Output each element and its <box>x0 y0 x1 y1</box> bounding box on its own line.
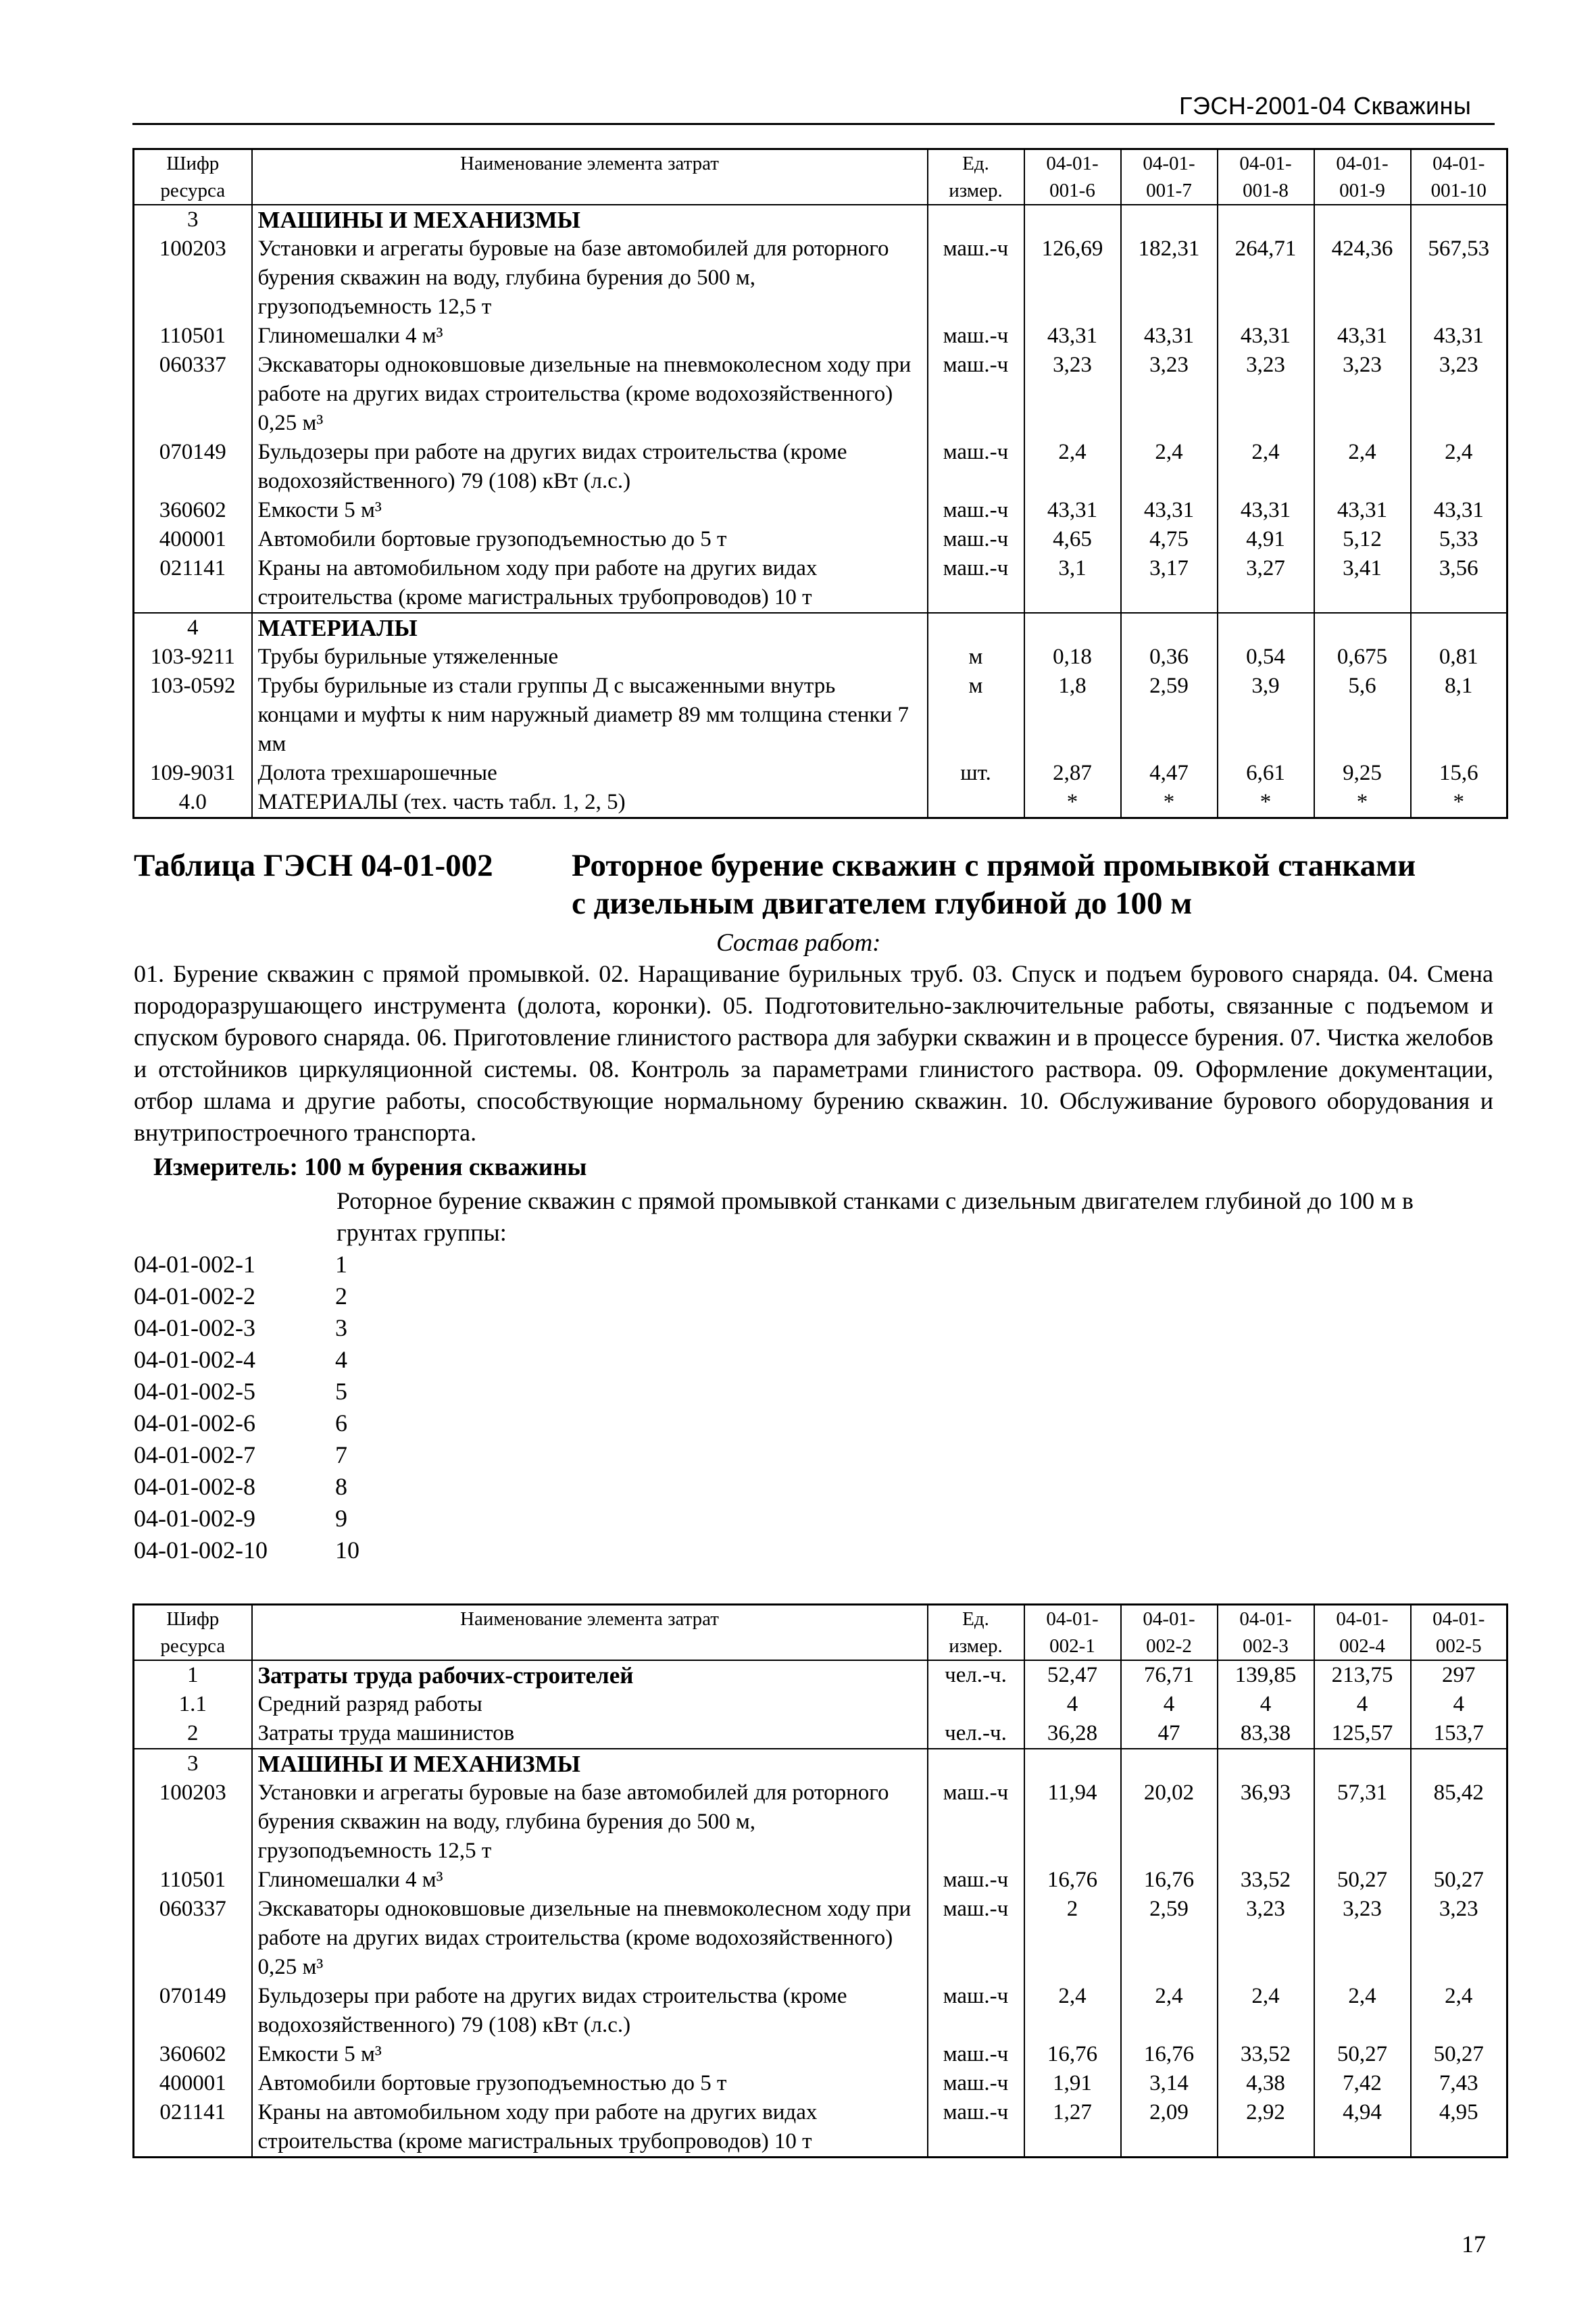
resource-value: 139,85 <box>1218 1660 1314 1690</box>
norm-code: 04-01-002-7 <box>134 1441 255 1468</box>
norm-code: 04-01-002-10 <box>134 1537 268 1564</box>
resource-value: 52,47 <box>1024 1660 1121 1690</box>
resource-value: 213,75 <box>1314 1660 1411 1690</box>
resource-value: 2,4 <box>1024 438 1121 496</box>
resource-value: 4 <box>1121 1690 1218 1719</box>
table-row <box>134 554 1507 613</box>
resource-code: 2 <box>134 1719 252 1749</box>
norm-code-item <box>134 1408 359 1439</box>
resource-unit <box>928 1749 1024 1778</box>
resource-code: 1 <box>134 1660 252 1690</box>
header-unit: Ед. измер. <box>928 1605 1024 1661</box>
table-row <box>134 1866 1507 1895</box>
resource-value: 36,28 <box>1024 1719 1121 1749</box>
header-norm-code: 04-01-001-7 <box>1121 149 1218 205</box>
header-name: Наименование элемента затрат <box>252 149 928 205</box>
resource-value: 125,57 <box>1314 1719 1411 1749</box>
table-row <box>134 1749 1507 1778</box>
table-row <box>134 759 1507 788</box>
norm-intro: Роторное бурение скважин с прямой промывкой станками с дизельным двигателем глубиной до 100 м в грунтах группы: <box>336 1187 1414 1246</box>
resource-unit: маш.-ч <box>928 438 1024 496</box>
resource-name: Средний разряд работы <box>252 1690 928 1719</box>
norm-code-list <box>134 1249 359 1566</box>
norm-code-item <box>134 1471 359 1503</box>
resource-value: 2,4 <box>1024 1982 1121 2040</box>
resource-unit: маш.-ч <box>928 496 1024 525</box>
resource-unit: маш.-ч <box>928 554 1024 613</box>
resource-value: 83,38 <box>1218 1719 1314 1749</box>
resource-value: 43,31 <box>1024 322 1121 351</box>
resource-value <box>1218 205 1314 234</box>
table-header-row <box>134 149 1507 205</box>
resource-value: 0,54 <box>1218 643 1314 672</box>
header-norm-code: 04-01-002-3 <box>1218 1605 1314 1661</box>
resource-value: 2,4 <box>1411 438 1507 496</box>
resource-value: 1,91 <box>1024 2069 1121 2098</box>
soil-group: 3 <box>335 1314 347 1341</box>
resource-value: 43,31 <box>1218 496 1314 525</box>
resource-value: 43,31 <box>1121 322 1218 351</box>
table-row <box>134 496 1507 525</box>
resource-value: 567,53 <box>1411 234 1507 322</box>
resource-code: 400001 <box>134 525 252 554</box>
resource-value <box>1218 1749 1314 1778</box>
meter-unit: Измеритель: 100 м бурения скважины <box>153 1153 587 1181</box>
resource-code: 103-9211 <box>134 643 252 672</box>
resource-code: 110501 <box>134 1866 252 1895</box>
resource-code: 060337 <box>134 351 252 438</box>
resource-value: 0,18 <box>1024 643 1121 672</box>
resource-value <box>1314 205 1411 234</box>
resource-value: 2 <box>1024 1895 1121 1982</box>
soil-group: 6 <box>335 1410 347 1437</box>
norm-code: 04-01-002-1 <box>134 1251 255 1278</box>
resource-value: 43,31 <box>1218 322 1314 351</box>
resource-code: 3 <box>134 1749 252 1778</box>
resource-name: Глиномешалки 4 м³ <box>252 322 928 351</box>
soil-group: 4 <box>335 1346 347 1373</box>
resource-value: 2,4 <box>1218 438 1314 496</box>
table-label: Таблица ГЭСН 04-01-002 <box>134 848 493 883</box>
table-row <box>134 1982 1507 2040</box>
resource-name: Трубы бурильные утяжеленные <box>252 643 928 672</box>
resource-value: 3,23 <box>1411 351 1507 438</box>
resource-name: Долота трехшарошечные <box>252 759 928 788</box>
norm-code-item <box>134 1376 359 1408</box>
resource-unit: маш.-ч <box>928 525 1024 554</box>
resource-unit: маш.-ч <box>928 1778 1024 1866</box>
header-norm-code: 04-01-001-10 <box>1411 149 1507 205</box>
table-header-row <box>134 1605 1507 1661</box>
resource-value: 0,36 <box>1121 643 1218 672</box>
table-title-line-1: Роторное бурение скважин с прямой промывкой станками <box>572 848 1416 883</box>
resource-value: 16,76 <box>1121 2040 1218 2069</box>
norm-code-item <box>134 1503 359 1535</box>
resource-code: 360602 <box>134 2040 252 2069</box>
resource-value <box>1218 613 1314 643</box>
soil-group: 1 <box>335 1251 347 1278</box>
resource-value: 43,31 <box>1024 496 1121 525</box>
resource-code: 100203 <box>134 234 252 322</box>
table-row <box>134 525 1507 554</box>
resource-name: Бульдозеры при работе на других видах строительства (кроме водохозяйственного) 79 (108) кВт (л.с.) <box>252 1982 928 2040</box>
resource-name: Установки и агрегаты буровые на базе автомобилей для роторного бурения скважин на воду, глубина бурения до 500 м, грузоподъемность 12,5 т <box>252 234 928 322</box>
table-row <box>134 322 1507 351</box>
resource-value: 43,31 <box>1314 496 1411 525</box>
resource-value: 50,27 <box>1411 2040 1507 2069</box>
resource-unit: м <box>928 672 1024 759</box>
header-norm-code: 04-01-002-4 <box>1314 1605 1411 1661</box>
norm-code: 04-01-002-4 <box>134 1346 255 1373</box>
resource-unit: маш.-ч <box>928 2098 1024 2158</box>
norm-code-item <box>134 1312 359 1344</box>
resource-value: 2,4 <box>1218 1982 1314 2040</box>
resource-value: 424,36 <box>1314 234 1411 322</box>
resource-unit: маш.-ч <box>928 2040 1024 2069</box>
resource-unit: шт. <box>928 759 1024 788</box>
resource-value: 126,69 <box>1024 234 1121 322</box>
soil-group: 8 <box>335 1473 347 1500</box>
resource-unit <box>928 205 1024 234</box>
resource-value: 2,4 <box>1314 438 1411 496</box>
resource-value: 15,6 <box>1411 759 1507 788</box>
resource-code: 103-0592 <box>134 672 252 759</box>
resource-value: 4 <box>1024 1690 1121 1719</box>
resource-value: 76,71 <box>1121 1660 1218 1690</box>
resource-value: 2,4 <box>1314 1982 1411 2040</box>
resource-value: 4,75 <box>1121 525 1218 554</box>
resource-value <box>1314 1749 1411 1778</box>
resource-name: МАТЕРИАЛЫ <box>252 613 928 643</box>
resource-value: 43,31 <box>1314 322 1411 351</box>
resource-code: 4 <box>134 613 252 643</box>
table-row <box>134 613 1507 643</box>
resource-name: Краны на автомобильном ходу при работе на других видах строительства (кроме магистральных трубопроводов) 10 т <box>252 2098 928 2158</box>
resource-value: 50,27 <box>1411 1866 1507 1895</box>
resource-name: Затраты труда машинистов <box>252 1719 928 1749</box>
norm-code: 04-01-002-6 <box>134 1410 255 1437</box>
resource-value <box>1024 613 1121 643</box>
resource-value: 2,59 <box>1121 1895 1218 1982</box>
resource-value <box>1024 1749 1121 1778</box>
resource-table-2 <box>132 1603 1508 2158</box>
resource-value <box>1121 1749 1218 1778</box>
resource-unit: маш.-ч <box>928 234 1024 322</box>
soil-group: 10 <box>335 1537 359 1564</box>
header-unit: Ед. измер. <box>928 149 1024 205</box>
resource-name: МАШИНЫ И МЕХАНИЗМЫ <box>252 205 928 234</box>
resource-code: 360602 <box>134 496 252 525</box>
resource-value <box>1121 613 1218 643</box>
table-row <box>134 1778 1507 1866</box>
resource-unit: чел.-ч. <box>928 1719 1024 1749</box>
resource-name: Бульдозеры при работе на других видах строительства (кроме водохозяйственного) 79 (108) кВт (л.с.) <box>252 438 928 496</box>
resource-value: 57,31 <box>1314 1778 1411 1866</box>
resource-value: 3,23 <box>1314 1895 1411 1982</box>
header-norm-code: 04-01-001-8 <box>1218 149 1314 205</box>
works-text: 01. Бурение скважин с прямой промывкой. 02. Наращивание бурильных труб. 03. Спуск и подъем бурового снаряда. 04. Смена породоразрушающего инструмента (долота, коронки). 05. Подготовительно-заключительные работы, связанные с подъемом и спуском бурового снаряда. 06. Приготовление глинистого раствора для забурки скважин и в процессе бурения. 07. Чистка желобов и отстойников циркуляционной системы. 08. Контроль за параметрами глинистого раствора. 09. Оформление документации, отбор шлама и другие работы, способствующие нормальному бурению скважин. 10. Обслуживание бурового оборудования и внутрипостроечного транспорта. <box>134 960 1493 1146</box>
resource-value: 50,27 <box>1314 2040 1411 2069</box>
resource-value: 33,52 <box>1218 2040 1314 2069</box>
resource-unit <box>928 613 1024 643</box>
resource-value <box>1411 1749 1507 1778</box>
resource-code: 021141 <box>134 554 252 613</box>
header-code: Шифр ресурса <box>134 1605 252 1661</box>
resource-value: * <box>1121 788 1218 818</box>
soil-group: 5 <box>335 1378 347 1405</box>
resource-value: 3,23 <box>1121 351 1218 438</box>
table-row <box>134 438 1507 496</box>
resource-value: 4,38 <box>1218 2069 1314 2098</box>
resource-value: 3,14 <box>1121 2069 1218 2098</box>
resource-value <box>1121 205 1218 234</box>
resource-value: 36,93 <box>1218 1778 1314 1866</box>
resource-value: 3,56 <box>1411 554 1507 613</box>
resource-name: Автомобили бортовые грузоподъемностью до 5 т <box>252 525 928 554</box>
resource-value: 2,4 <box>1121 1982 1218 2040</box>
resource-code: 3 <box>134 205 252 234</box>
resource-value: 4,65 <box>1024 525 1121 554</box>
resource-value: 16,76 <box>1024 2040 1121 2069</box>
resource-unit: м <box>928 643 1024 672</box>
resource-value: 3,27 <box>1218 554 1314 613</box>
resource-unit: маш.-ч <box>928 351 1024 438</box>
resource-unit: маш.-ч <box>928 2069 1024 2098</box>
resource-table-1 <box>132 148 1508 819</box>
resource-value: 43,31 <box>1121 496 1218 525</box>
resource-value <box>1411 613 1507 643</box>
resource-value: 7,43 <box>1411 2069 1507 2098</box>
resource-value: * <box>1024 788 1121 818</box>
resource-value: 16,76 <box>1024 1866 1121 1895</box>
resource-code: 110501 <box>134 322 252 351</box>
resource-value: 1,8 <box>1024 672 1121 759</box>
resource-unit: маш.-ч <box>928 1895 1024 1982</box>
table-row <box>134 1895 1507 1982</box>
norm-code-item <box>134 1249 359 1280</box>
norm-code: 04-01-002-3 <box>134 1314 255 1341</box>
resource-unit <box>928 1690 1024 1719</box>
resource-value: 3,1 <box>1024 554 1121 613</box>
header-norm-code: 04-01-002-1 <box>1024 1605 1121 1661</box>
resource-value: 3,9 <box>1218 672 1314 759</box>
table-row <box>134 351 1507 438</box>
table-row <box>134 1719 1507 1749</box>
resource-value: 47 <box>1121 1719 1218 1749</box>
resource-value: 2,09 <box>1121 2098 1218 2158</box>
resource-value: 3,23 <box>1024 351 1121 438</box>
resource-value: 5,6 <box>1314 672 1411 759</box>
resource-name: Краны на автомобильном ходу при работе на других видах строительства (кроме магистральных трубопроводов) 10 т <box>252 554 928 613</box>
header-name: Наименование элемента затрат <box>252 1605 928 1661</box>
soil-group: 2 <box>335 1283 347 1310</box>
resource-value: 4 <box>1314 1690 1411 1719</box>
resource-name: Трубы бурильные из стали группы Д с высаженными внутрь концами и муфты к ним наружный диаметр 89 мм толщина стенки 7 мм <box>252 672 928 759</box>
resource-value: 4 <box>1218 1690 1314 1719</box>
resource-value: 297 <box>1411 1660 1507 1690</box>
resource-value <box>1314 613 1411 643</box>
works-heading: Состав работ: <box>716 929 881 957</box>
table-title-line-2: с дизельным двигателем глубиной до 100 м <box>572 886 1193 921</box>
table-row <box>134 234 1507 322</box>
resource-value: 153,7 <box>1411 1719 1507 1749</box>
resource-value: 16,76 <box>1121 1866 1218 1895</box>
resource-value: 4 <box>1411 1690 1507 1719</box>
soil-group: 7 <box>335 1441 347 1468</box>
table-row <box>134 672 1507 759</box>
resource-value: 20,02 <box>1121 1778 1218 1866</box>
resource-value: 3,17 <box>1121 554 1218 613</box>
resource-unit: чел.-ч. <box>928 1660 1024 1690</box>
resource-name: МАШИНЫ И МЕХАНИЗМЫ <box>252 1749 928 1778</box>
norm-code-item <box>134 1535 359 1566</box>
resource-value: 3,23 <box>1314 351 1411 438</box>
resource-value: 3,23 <box>1411 1895 1507 1982</box>
resource-value: 6,61 <box>1218 759 1314 788</box>
page-number: 17 <box>1462 2231 1486 2258</box>
resource-value: * <box>1411 788 1507 818</box>
resource-value: 4,94 <box>1314 2098 1411 2158</box>
resource-value: 3,23 <box>1218 351 1314 438</box>
resource-value: 50,27 <box>1314 1866 1411 1895</box>
resource-value: 2,87 <box>1024 759 1121 788</box>
norm-code: 04-01-002-9 <box>134 1505 255 1532</box>
resource-value: 3,23 <box>1218 1895 1314 1982</box>
table-row <box>134 1690 1507 1719</box>
resource-value: * <box>1314 788 1411 818</box>
table-row <box>134 2040 1507 2069</box>
resource-unit <box>928 788 1024 818</box>
resource-value: * <box>1218 788 1314 818</box>
resource-value: 264,71 <box>1218 234 1314 322</box>
resource-code: 1.1 <box>134 1690 252 1719</box>
resource-value: 2,4 <box>1411 1982 1507 2040</box>
header-norm-code: 04-01-002-5 <box>1411 1605 1507 1661</box>
header-norm-code: 04-01-001-6 <box>1024 149 1121 205</box>
resource-name: МАТЕРИАЛЫ (тех. часть табл. 1, 2, 5) <box>252 788 928 818</box>
resource-unit: маш.-ч <box>928 1982 1024 2040</box>
table-row <box>134 1660 1507 1690</box>
resource-value: 2,4 <box>1121 438 1218 496</box>
resource-value: 5,33 <box>1411 525 1507 554</box>
resource-value: 0,675 <box>1314 643 1411 672</box>
norm-code-item <box>134 1280 359 1312</box>
norm-code: 04-01-002-8 <box>134 1473 255 1500</box>
resource-name: Экскаваторы одноковшовые дизельные на пневмоколесном ходу при работе на других видах строительства (кроме водохозяйственного) 0,25 м³ <box>252 1895 928 1982</box>
resource-code: 400001 <box>134 2069 252 2098</box>
table-row <box>134 205 1507 234</box>
resource-value: 33,52 <box>1218 1866 1314 1895</box>
resource-value: 11,94 <box>1024 1778 1121 1866</box>
resource-code: 109-9031 <box>134 759 252 788</box>
resource-name: Автомобили бортовые грузоподъемностью до 5 т <box>252 2069 928 2098</box>
resource-name: Установки и агрегаты буровые на базе автомобилей для роторного бурения скважин на воду, глубина бурения до 500 м, грузоподъемность 12,5 т <box>252 1778 928 1866</box>
resource-unit: маш.-ч <box>928 322 1024 351</box>
resource-value: 43,31 <box>1411 322 1507 351</box>
resource-value: 8,1 <box>1411 672 1507 759</box>
resource-value: 2,59 <box>1121 672 1218 759</box>
resource-name: Затраты труда рабочих-строителей <box>252 1660 928 1690</box>
resource-value: 4,47 <box>1121 759 1218 788</box>
resource-name: Емкости 5 м³ <box>252 2040 928 2069</box>
resource-value: 1,27 <box>1024 2098 1121 2158</box>
table-row <box>134 2069 1507 2098</box>
table-row <box>134 2098 1507 2158</box>
resource-value: 43,31 <box>1411 496 1507 525</box>
resource-value: 9,25 <box>1314 759 1411 788</box>
norm-code: 04-01-002-5 <box>134 1378 255 1405</box>
resource-value: 2,92 <box>1218 2098 1314 2158</box>
header-code: Шифр ресурса <box>134 149 252 205</box>
norm-code-item <box>134 1344 359 1376</box>
resource-value: 85,42 <box>1411 1778 1507 1866</box>
resource-name: Глиномешалки 4 м³ <box>252 1866 928 1895</box>
header-norm-code: 04-01-001-9 <box>1314 149 1411 205</box>
resource-name: Емкости 5 м³ <box>252 496 928 525</box>
resource-value: 0,81 <box>1411 643 1507 672</box>
resource-code: 070149 <box>134 438 252 496</box>
resource-value <box>1024 205 1121 234</box>
soil-group: 9 <box>335 1505 347 1532</box>
resource-code: 100203 <box>134 1778 252 1866</box>
resource-code: 070149 <box>134 1982 252 2040</box>
resource-code: 021141 <box>134 2098 252 2158</box>
norm-code-item <box>134 1439 359 1471</box>
resource-code: 4.0 <box>134 788 252 818</box>
resource-unit: маш.-ч <box>928 1866 1024 1895</box>
resource-value: 182,31 <box>1121 234 1218 322</box>
running-header: ГЭСН-2001-04 Скважины <box>1179 92 1472 120</box>
table-row <box>134 788 1507 818</box>
table-row <box>134 643 1507 672</box>
resource-value: 7,42 <box>1314 2069 1411 2098</box>
resource-value: 4,95 <box>1411 2098 1507 2158</box>
resource-value: 4,91 <box>1218 525 1314 554</box>
header-rule <box>132 123 1495 125</box>
resource-value: 3,41 <box>1314 554 1411 613</box>
resource-name: Экскаваторы одноковшовые дизельные на пневмоколесном ходу при работе на других видах строительства (кроме водохозяйственного) 0,25 м³ <box>252 351 928 438</box>
resource-value <box>1411 205 1507 234</box>
resource-code: 060337 <box>134 1895 252 1982</box>
norm-code: 04-01-002-2 <box>134 1283 255 1310</box>
header-norm-code: 04-01-002-2 <box>1121 1605 1218 1661</box>
resource-value: 5,12 <box>1314 525 1411 554</box>
